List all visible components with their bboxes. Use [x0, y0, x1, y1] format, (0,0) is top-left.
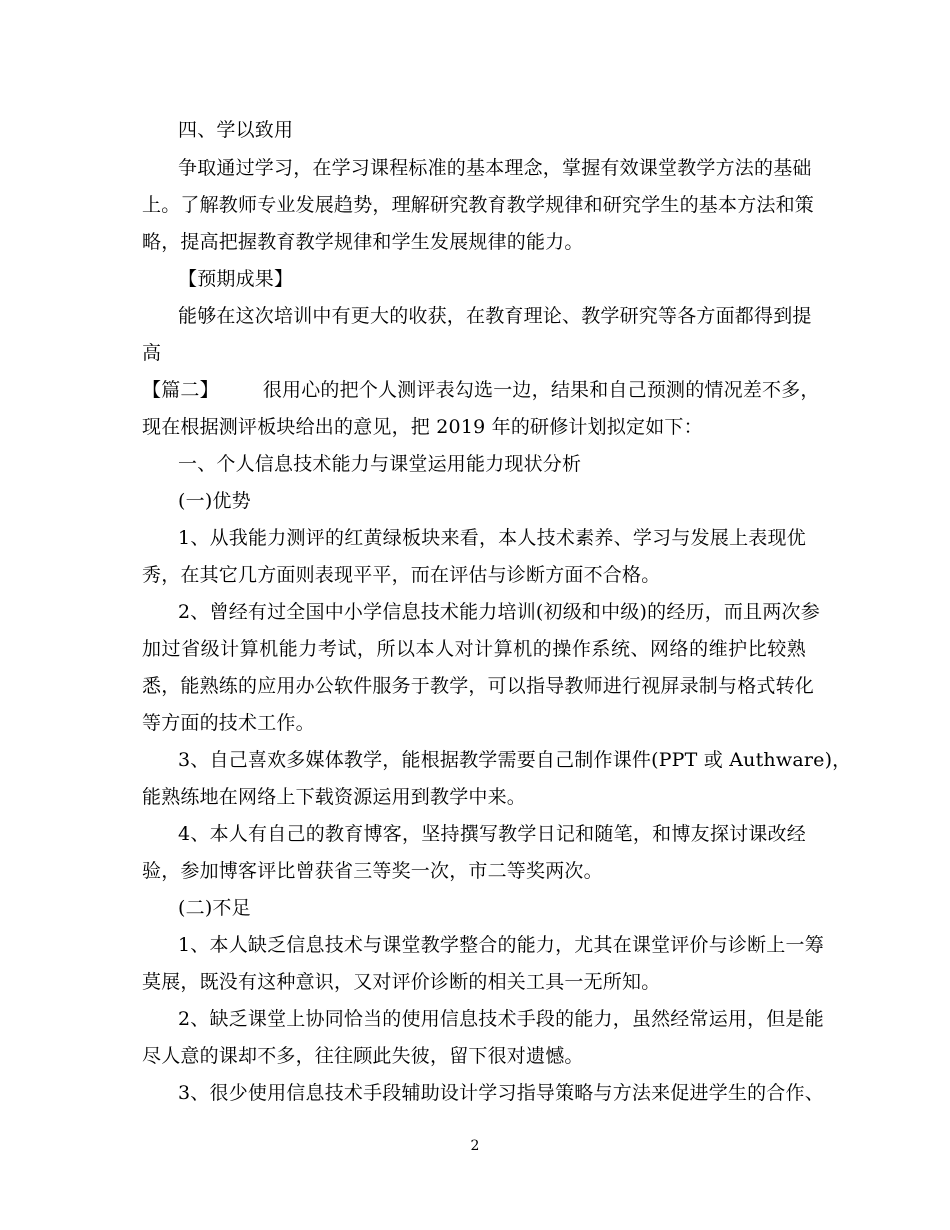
paragraph-line: 现在根据测评板块给出的意见，把 2019 年的研修计划拟定如下：	[142, 416, 703, 438]
paragraph-line: 略，提高把握教育教学规律和学生发展规律的能力。	[142, 231, 584, 253]
paragraph-line: 加过省级计算机能力考试，所以本人对计算机的操作系统、网络的维护比较熟	[142, 638, 806, 660]
section-heading-analysis: 一、个人信息技术能力与课堂运用能力现状分析	[178, 453, 582, 475]
paragraph-line: 能够在这次培训中有更大的收获，在教育理论、教学研究等各方面都得到提	[178, 305, 812, 327]
paragraph-line: 悉，能熟练的应用办公软件服务于教学，可以指导教师进行视屏录制与格式转化	[142, 675, 815, 697]
paragraph-line: 尽人意的课却不多，往往顾此失彼，留下很对遗憾。	[142, 1045, 584, 1067]
paragraph-line: 高	[142, 342, 162, 364]
section-label: 【篇二】	[142, 379, 219, 401]
subheading-weaknesses: (二)不足	[178, 897, 251, 919]
paragraph-line: 1、从我能力测评的红黄绿板块来看，本人技术素养、学习与发展上表现优	[178, 527, 806, 549]
paragraph-line: 莫展，既没有这种意识，又对评价诊断的相关工具一无所知。	[142, 971, 661, 993]
subheading-strengths: (一)优势	[178, 490, 251, 512]
paragraph-line: 很用心的把个人测评表勾选一边，结果和自己预测的情况差不多，	[262, 379, 820, 401]
page-number: 2	[470, 1138, 480, 1154]
paragraph-line: 验，参加博客评比曾获省三等奖一次，市二等奖两次。	[142, 860, 603, 882]
paragraph-line: 争取通过学习，在学习课程标准的基本理念，掌握有效课堂教学方法的基础	[178, 157, 812, 179]
paragraph-line: 2、曾经有过全国中小学信息技术能力培训(初级和中级)的经历，而且两次参	[178, 601, 820, 623]
paragraph-line: 2、缺乏课堂上协同恰当的使用信息技术手段的能力，虽然经常运用，但是能	[178, 1008, 824, 1030]
section-heading-apply: 四、学以致用	[178, 119, 294, 141]
expected-results-heading: 【预期成果】	[178, 268, 294, 290]
paragraph-line: 3、自己喜欢多媒体教学，能根据教学需要自己制作课件(PPT 或 Authware)，	[178, 749, 852, 771]
paragraph-line: 能熟练地在网络上下载资源运用到教学中来。	[142, 786, 527, 808]
paragraph-line: 秀，在其它几方面则表现平平，而在评估与诊断方面不合格。	[142, 564, 661, 586]
section-two-line	[142, 378, 820, 402]
paragraph-line: 4、本人有自己的教育博客，坚持撰写教学日记和随笔，和博友探讨课改经	[178, 823, 806, 845]
paragraph-line: 上。了解教师专业发展趋势，理解研究教育教学规律和研究学生的基本方法和策	[142, 194, 815, 216]
paragraph-line: 3、很少使用信息技术手段辅助设计学习指导策略与方法来促进学生的合作、	[178, 1082, 824, 1104]
paragraph-line: 等方面的技术工作。	[142, 712, 315, 734]
paragraph-line: 1、本人缺乏信息技术与课堂教学整合的能力，尤其在课堂评价与诊断上一筹	[178, 934, 824, 956]
